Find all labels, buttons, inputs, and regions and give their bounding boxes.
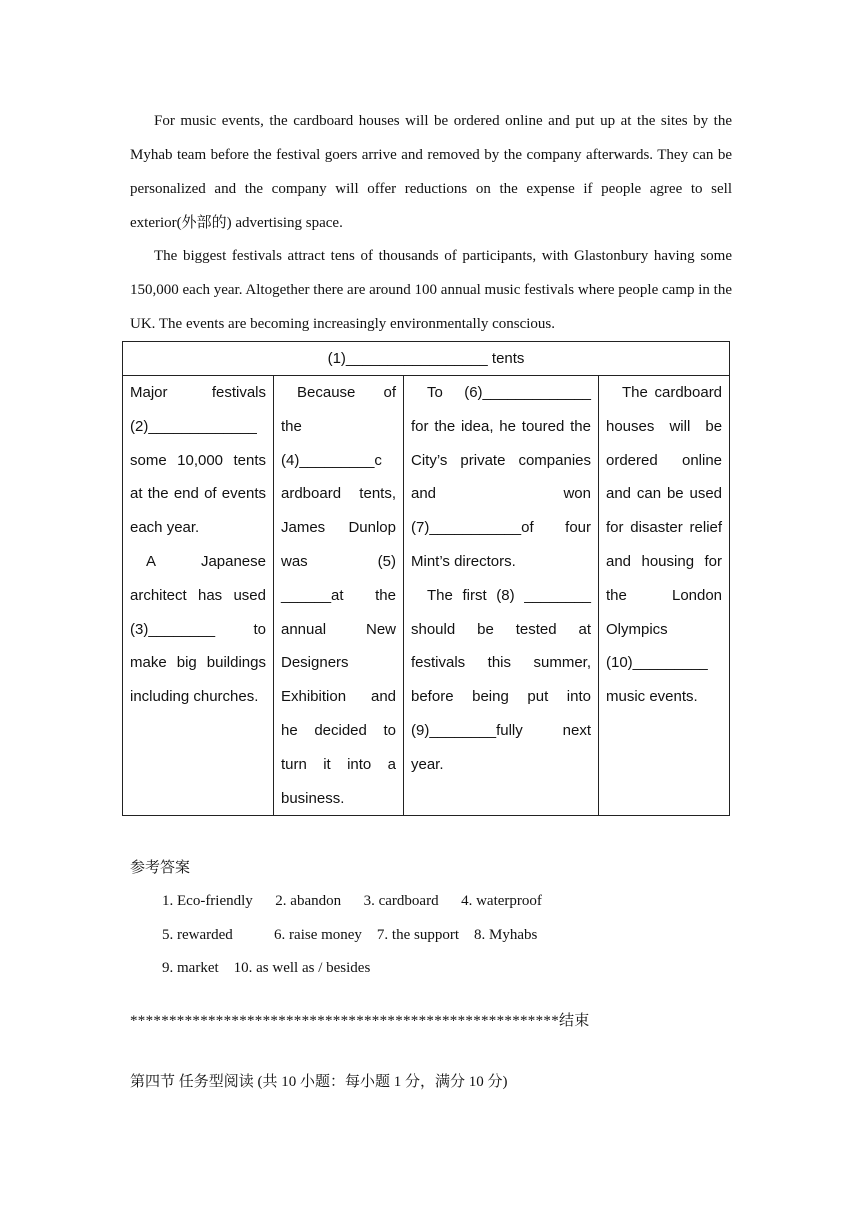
cell1-paragraph-1: Major festivals (2)_____________ some 10,000 tents at the end of events each year. bbox=[130, 384, 266, 537]
cell1-paragraph-2: A Japanese architect has used (3)________ to make big buildings including churches. bbox=[130, 552, 266, 706]
answer-line-1: 1. Eco-friendly 2. abandon 3. cardboard 4. waterproof bbox=[162, 893, 542, 909]
passage-paragraph-2: The biggest festivals attract tens of thousands of participants, with Glastonbury having some 150,000 each year. Altogether there are around 100 annual music festivals where people camp in the UK. The events are becoming increasingly environmentally conscious. bbox=[130, 248, 732, 332]
table-cell-3 bbox=[404, 376, 599, 816]
task-table bbox=[122, 341, 730, 816]
table-cell-4 bbox=[599, 376, 730, 816]
cell2-paragraph-1: Because of the (4)_________c ardboard tents, James Dunlop was (5) ______at the annual New Designers Exhibition and he decided to turn it into a business. bbox=[281, 384, 396, 807]
cell3-paragraph-1: To (6)_____________ for the idea, he toured the City’s private companies and won (7)___________of four Mint’s directors. bbox=[411, 384, 591, 570]
answer-key-title: 参考答案 bbox=[130, 860, 191, 876]
section-heading: 第四节 任务型阅读 (共 10 小题：每小题 1 分，满分 10 分) bbox=[130, 1074, 508, 1090]
answer-line-3: 9. market 10. as well as / besides bbox=[162, 960, 371, 976]
table-cell-1 bbox=[123, 376, 274, 816]
table-cell-2 bbox=[274, 376, 404, 816]
answer-line-2: 5. rewarded 6. raise money 7. the support 8. Myhabs bbox=[162, 927, 538, 943]
cell4-paragraph-1: The cardboard houses will be ordered online and can be used for disaster relief and housing for the London Olympics (10)_________ music events. bbox=[606, 384, 723, 706]
passage-paragraph-1: For music events, the cardboard houses will be ordered online and put up at the sites by the Myhab team before the festival goers arrive and removed by the company afterwards. They can be personalized and the company will offer reductions on the expense if people agree to sell exterior(外部的) advertising space. bbox=[130, 113, 732, 231]
end-separator: *******************************************************结束 bbox=[130, 1013, 590, 1029]
table-title: (1)_________________ tents bbox=[123, 342, 730, 376]
cell3-paragraph-2: The first (8) ________ should be tested at festivals this summer, before being put into (9)________fully next year. bbox=[411, 586, 591, 773]
